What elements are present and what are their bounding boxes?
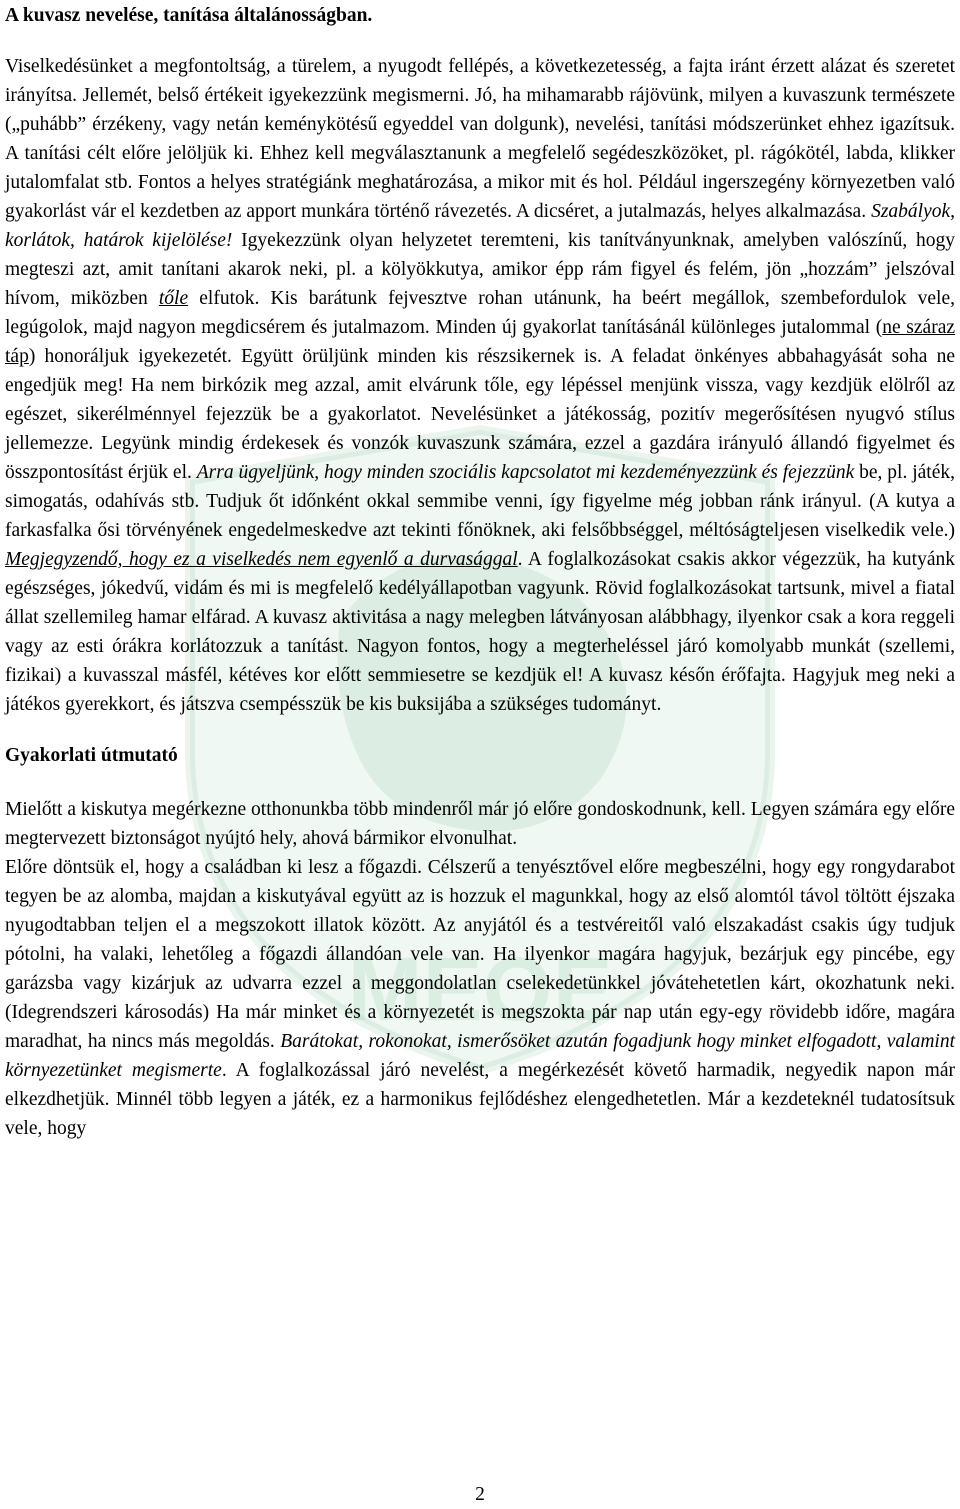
- text-run: elfutok. Kis barátunk fejvesztve rohan utánunk, ha beért megállok, szembefordulok vele, legúgolok, majd nagyon megdicsérem és jutalmazom. Minden új gyakorlat tanításánál különleges jutalommal (: [5, 288, 955, 338]
- watermark-text: MEOE: [347, 940, 613, 1040]
- italic-phrase: Barátokat, rokonokat, ismerősöket azután fogadjunk hogy minket elfogadott, valamint környezetünket megismerte: [5, 1031, 955, 1081]
- underlined-phrase: ne száraz táp: [5, 317, 956, 367]
- practical-paragraph-2: [5, 853, 955, 1143]
- underlined-word: tőle: [158, 288, 189, 309]
- italic-rule-heading: Szabályok, korlátok, határok kijelölése!: [5, 201, 956, 251]
- italic-underlined-note: Megjegyzendő, hogy ez a viselkedés nem egyenlő a durvasággal: [5, 549, 518, 570]
- text-run: Előre döntsük el, hogy a családban ki lesz a főgazdi. Célszerű a tenyésztővel előre megbeszélni, hogy egy rongydarabot tegyen be az alomba, majdan a kiskutyával együtt az is hozzuk el magunkkal, hogy az első alomtól távol töltött éjszaka nyugodtabban teljen el a megszokott illatok között. Az anyjától és a testvéreitől való elszakadást csakis úgy tudjuk pótolni, ha valaki, lehetőleg a főgazdi állandóan vele van. Ha ilyenkor magára hagyjuk, bezárjuk egy pincébe, egy garázsba vagy kizárjuk az udvarra ezzel a meggondolatlan cselekedetünkkel jóvátehetetlen kárt, okozhatunk neki. (Idegrendszeri károsodás) Ha már minket és a környezetét is megszokta pár nap után egy-egy rövidebb időre, magára maradhat, ha nincs más megoldás.: [5, 857, 955, 1052]
- intro-paragraph: [5, 52, 955, 719]
- text-run: Viselkedésünket a megfontoltság, a türelem, a nyugodt fellépés, a következetesség, a fajta iránt érzett alázat és szeretet irányítsa. Jellemét, belső értékeit igyekezzünk megismerni. Jó, ha mihamarabb rájövünk, milyen a kuvaszunk természete („puhább” érzékeny, vagy netán keménykötésű egyeddel van dolgunk), nevelési, tanítási módszerünket ehhez igazítsuk. A tanítási célt előre jelöljük ki. Ehhez kell megválasztanunk a megfelelő segédeszközöket, pl. rágókötél, labda, klikker jutalomfalat stb. Fontos a helyes stratégiánk meghatározása, a mikor mit és hol. Például ingerszegény környezetben való gyakorlást vár el kezdetben az apport munkára történő rávezetés. A dicséret, a jutalmazás, helyes alkalmazása.: [5, 56, 955, 222]
- practical-paragraph: Mielőtt a kiskutya megérkezne otthonunkba több mindenről már jó előre gondoskodnunk, kell. Legyen számára egy előre megtervezett biztonságot nyújtó hely, ahová bármikor elvonulhat.: [5, 799, 955, 849]
- text-run: be, pl. játék, simogatás, odahívás stb. Tudjuk őt időnként okkal semmibe venni, így figyelme még jobban ránk irányul. (A kutya a farkasfalka ősi törvényének engedelmeskedve azt tekinti főnöknek, aki felsőbbséggel, méltóságteljesen viselkedik vele.): [5, 462, 955, 541]
- text-run: ) honoráljuk igyekezetét. Együtt örüljünk minden kis részsikernek is. A feladat önkényes abbahagyását soha ne engedjük meg! Ha nem birkózik meg azzal, amit elvárunk tőle, egy lépéssel menjünk vissza, vagy kezdjük elölről az egészet, sikerélménnyel fejezzük be a gyakorlatot. Nevelésünket a játékosság, pozitív megerősítésen nyugvó stílus jellemezze. Legyünk mindig érdekesek és vonzók kuvaszunk számára, ezzel a gazdára irányuló állandó figyelmet és összpontosítást érjük el.: [5, 346, 955, 483]
- document-body: [5, 0, 955, 1143]
- text-run: . A foglalkozásokat csakis akkor végezzük, ha kutyánk egészséges, jókedvű, vidám és mi is megfelelő kedélyállapotban vagyunk. Rövid foglalkozásokat tartsunk, mivel a fiatal állat szellemileg hamar elfárad. A kuvasz aktivitása a nagy melegben látványosan alábbhagy, ilyenkor csak a kora reggeli vagy az esti órákra korlátozzuk a tanítást. Nagyon fontos, hogy a megterheléssel járó komolyabb munkát (szellemi, fizikai) a kuvasszal másfél, kétéves kor előtt semmiesetre se kezdjük el! A kuvasz későn érőfajta. Hagyjuk meg neki a játékos gyerekkort, és játszva csempésszük be kis buksijába a szükséges tudományt.: [5, 549, 955, 715]
- italic-phrase: Arra ügyeljünk, hogy minden szociális kapcsolatot mi kezdeményezzünk és fejezzünk: [196, 462, 855, 483]
- text-run: Igyekezzünk olyan helyzetet teremteni, kis tanítványunknak, amelyben valószínű, hogy megteszi azt, amit tanítani akarok neki, pl. a kölyökkutya, amikor épp rám figyel és felém, jön „hozzám” jelszóval hívom, miközben: [5, 230, 955, 309]
- section-heading: Gyakorlati útmutató: [5, 745, 178, 766]
- text-run: . A foglalkozással járó nevelést, a megérkezését követő harmadik, negyedik napon már elkezdhetjük. Minnél több legyen a játék, ez a harmonikus fejlődéshez elengedhetetlen. Már a kezdeteknél tudatosítsuk vele, hogy: [5, 1060, 955, 1139]
- document-title: A kuvasz nevelése, tanítása általánosságban.: [5, 5, 373, 26]
- page-number: 2: [475, 1484, 485, 1505]
